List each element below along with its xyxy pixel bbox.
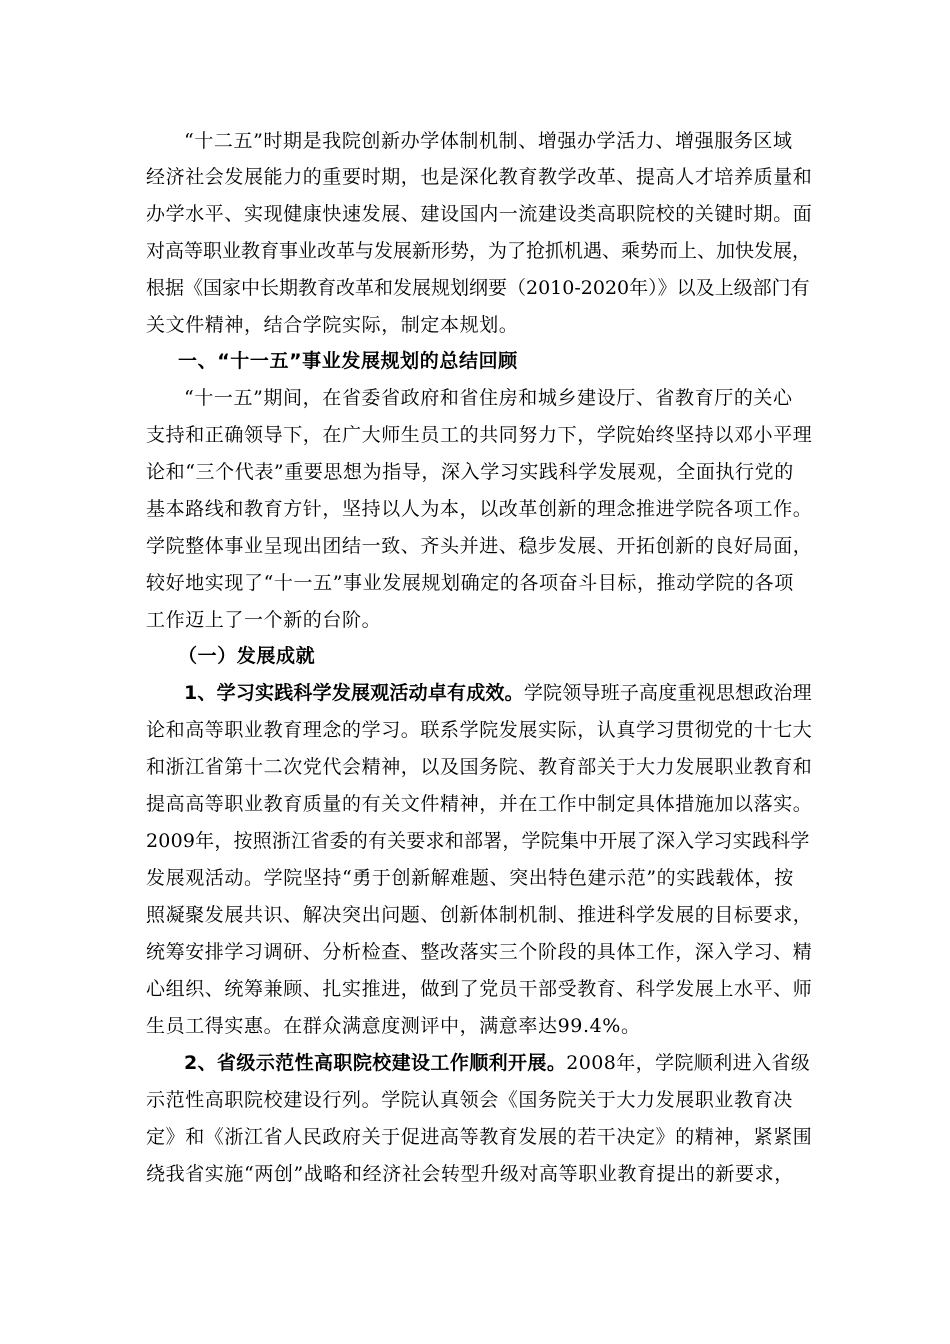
item1-first-line [184, 679, 812, 707]
item2-line-3: 定》和《浙江省人民政府关于促进高等教育发展的若干决定》的精神，紧紧围 [146, 1126, 813, 1148]
item1-line-3: 和浙江省第十二次党代会精神，以及国务院、教育部关于大力发展职业教育和 [146, 756, 813, 778]
intro-line-4: 对高等职业教育事业改革与发展新形势，为了抢抓机遇、乘势而上、加快发展， [146, 240, 812, 262]
item2-title: 2、省级示范性高职院校建设工作顺利开展。 [184, 1052, 567, 1074]
item2-line-2: 示范性高职院校建设行列。学院认真领会《国务院关于大力发展职业教育决 [146, 1089, 793, 1111]
section1-line-3: 论和“三个代表”重要思想为指导，深入学习实践科学发展观，全面执行党的 [146, 461, 794, 483]
item2-first-line-rest: 2008年，学院顺利进入省级 [566, 1052, 811, 1074]
item2-line-4: 绕我省实施“两创”战略和经济社会转型升级对高等职业教育提出的新要求， [146, 1163, 794, 1185]
section1-line-5: 学院整体事业呈现出团结一致、齐头并进、稳步发展、开拓创新的良好局面， [146, 535, 813, 557]
intro-line-5: 根据《国家中长期教育改革和发展规划纲要（2010-2020年）》以及上级部门有 [146, 277, 810, 299]
item1-title: 1、学习实践科学发展观活动卓有成效。 [184, 682, 524, 704]
intro-line-6: 关文件精神，结合学院实际，制定本规划。 [146, 314, 519, 336]
intro-line-1: “十二五”时期是我院创新办学体制机制、增强办学活力、增强服务区域 [184, 130, 793, 152]
section1-line-4: 基本路线和教育方针，坚持以人为本，以改革创新的理念推进学院各项工作。 [146, 498, 813, 520]
section1-line-2: 支持和正确领导下，在广大师生员工的共同努力下，学院始终坚持以邓小平理 [146, 424, 813, 446]
section1-line-6: 较好地实现了“十一五”事业发展规划确定的各项奋斗目标，推动学院的各项 [146, 572, 794, 594]
item1-line-2: 论和高等职业教育理念的学习。联系学院发展实际，认真学习贯彻党的十七大 [146, 719, 813, 741]
intro-line-2: 经济社会发展能力的重要时期，也是深化教育教学改革、提高人才培养质量和 [146, 166, 813, 188]
item1-line-7: 照凝聚发展共识、解决突出问题、创新体制机制、推进科学发展的目标要求， [146, 904, 813, 926]
section-heading: 一、“十一五”事业发展规划的总结回顾 [178, 350, 518, 372]
item1-line-5: 2009年，按照浙江省委的有关要求和部署，学院集中开展了深入学习实践科学 [146, 830, 810, 852]
subsection-heading: （一）发展成就 [178, 645, 316, 667]
item1-line-6: 发展观活动。学院坚持“勇于创新解难题、突出特色建示范”的实践载体，按 [146, 867, 794, 889]
item1-line-8: 统筹安排学习调研、分析检查、整改落实三个阶段的具体工作，深入学习、精 [146, 941, 813, 963]
item1-line-9: 心组织、统筹兼顾、扎实推进，做到了党员干部受教育、科学发展上水平、师 [146, 978, 813, 1000]
section1-line-1: “十一五”期间，在省委省政府和省住房和城乡建设厅、省教育厅的关心 [184, 387, 793, 409]
item1-first-line-rest: 学院领导班子高度重视思想政治理 [523, 682, 812, 704]
intro-line-3: 办学水平、实现健康快速发展、建设国内一流建设类高职院校的关键时期。面 [146, 203, 813, 225]
section1-line-7: 工作迈上了一个新的台阶。 [146, 609, 382, 631]
item1-line-10: 生员工得实惠。在群众满意度测评中，满意率达99.4%。 [146, 1015, 641, 1037]
item2-first-line [184, 1049, 810, 1077]
item1-line-4: 提高高等职业教育质量的有关文件精神，并在工作中制定具体措施加以落实。 [146, 793, 813, 815]
